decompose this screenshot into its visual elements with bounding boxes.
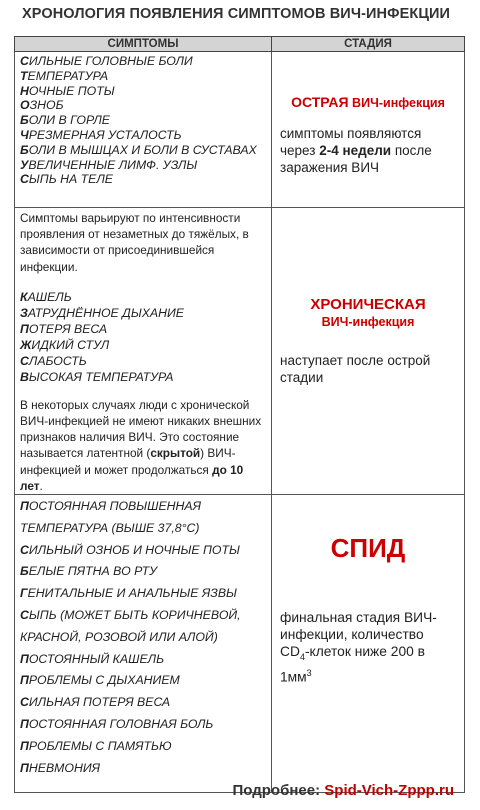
- symptom-item: ПНЕВМОНИЯ: [20, 760, 101, 775]
- chronic-stage-cell: [272, 208, 465, 495]
- chronic-intro-text: Симптомы варьируют по интенсивности проявления от незаметных до тяжёлых, в зависимости от присоединившейся инфекции.: [20, 211, 249, 274]
- symptom-item: СЛАБОСТЬ: [20, 353, 87, 368]
- symptom-item: УВЕЛИЧЕННЫЕ ЛИМФ. УЗЛЫ: [20, 157, 198, 172]
- symptom-item: СЫПЬ НА ТЕЛЕ: [20, 172, 113, 187]
- chronic-latent-note: В некоторых случаях люди с хронической ВИЧ-инфекцией не имеют никаких внешних признаков наличия ВИЧ. Это состояние называется латентной (скрытой) ВИЧ-инфекцией и может продолжаться до 10 лет.: [20, 397, 262, 493]
- symptom-item: ЖИДКИЙ СТУЛ: [20, 337, 110, 352]
- chronic-stage-row: [15, 208, 465, 495]
- table-header-row: [15, 37, 465, 52]
- acute-stage-row: [15, 52, 465, 208]
- symptom-item: СИЛЬНАЯ ПОТЕРЯ ВЕСА: [20, 695, 171, 710]
- acute-stage-description: симптомы появляются через 2-4 недели после заражения ВИЧ: [280, 126, 432, 175]
- symptoms-column-header: СИМПТОМЫ: [15, 37, 272, 52]
- acute-stage-title: ОСТРАЯ ВИЧ-инфекция: [291, 94, 445, 110]
- aids-stage-cell: [272, 495, 465, 793]
- chronic-symptom-list: [15, 275, 271, 385]
- symptom-item: ПОТЕРЯ ВЕСА: [20, 321, 108, 336]
- symptom-item: СИЛЬНЫЙ ОЗНОБ И НОЧНЫЕ ПОТЫ: [20, 542, 240, 557]
- symptom-item: ОЗНОБ: [20, 98, 64, 113]
- aids-symptoms-cell: [15, 495, 272, 793]
- symptom-item: СЫПЬ (МОЖЕТ БЫТЬ КОРИЧНЕВОЙ,: [20, 608, 241, 623]
- page-title: ХРОНОЛОГИЯ ПОЯВЛЕНИЯ СИМПТОМОВ ВИЧ-ИНФЕКЦИИ: [22, 6, 451, 22]
- symptom-item: ПОСТОЯННАЯ ГОЛОВНАЯ БОЛЬ: [20, 717, 214, 731]
- symptom-item: ЗАТРУДНЁННОЕ ДЫХАНИЕ: [20, 305, 185, 320]
- aids-stage-title: СПИД: [330, 533, 406, 564]
- symptom-item: ЧРЕЗМЕРНАЯ УСТАЛОСТЬ: [20, 127, 182, 142]
- aids-stage-row: [15, 495, 465, 793]
- symptom-item: ПОСТОЯННЫЙ КАШЕЛЬ: [20, 651, 165, 666]
- chronic-stage-subtitle: ВИЧ-инфекция: [321, 315, 415, 329]
- stage-column-header: СТАДИЯ: [272, 37, 465, 52]
- acute-stage-cell: [272, 52, 465, 208]
- aids-symptom-list: [15, 495, 271, 779]
- symptom-item: НОЧНЫЕ ПОТЫ: [20, 83, 115, 98]
- symptom-item: ТЕМПЕРАТУРА (ВЫШЕ 37,8°С): [20, 520, 200, 535]
- symptom-item: ГЕНИТАЛЬНЫЕ И АНАЛЬНЫЕ ЯЗВЫ: [20, 586, 237, 601]
- acute-symptom-list: [15, 52, 271, 187]
- chronic-stage-description: наступает после острой стадии: [280, 353, 431, 385]
- symptom-item: ПРОБЛЕМЫ С ДЫХАНИЕМ: [20, 673, 180, 688]
- symptoms-table: [14, 36, 465, 793]
- symptom-item: КРАСНОЙ, РОЗОВОЙ ИЛИ АЛОЙ): [20, 629, 218, 644]
- symptom-item: СИЛЬНЫЕ ГОЛОВНЫЕ БОЛИ: [20, 54, 193, 68]
- aids-stage-description: финальная стадия ВИЧ-инфекции, количество $CD_4$-клеток ниже 200 в $1мм^3$: [280, 610, 437, 685]
- symptom-item: БОЛИ В ГОРЛЕ: [20, 113, 110, 128]
- footer-more-info: [233, 782, 455, 799]
- symptom-item: БОЛИ В МЫШЦАХ И БОЛИ В СУСТАВАХ: [20, 142, 257, 157]
- footer-label: Подробнее:: [232, 782, 321, 799]
- symptom-item: ПОСТОЯННАЯ ПОВЫШЕННАЯ: [20, 499, 202, 514]
- symptom-item: ТЕМПЕРАТУРА: [20, 68, 109, 83]
- symptom-item: ПРОБЛЕМЫ С ПАМЯТЬЮ: [20, 738, 172, 753]
- chronic-symptoms-cell: [15, 208, 272, 495]
- acute-symptoms-cell: [15, 52, 272, 208]
- chronic-stage-title: ХРОНИЧЕСКАЯ: [310, 296, 426, 313]
- symptom-item: КАШЕЛЬ: [20, 289, 72, 304]
- symptom-item: БЕЛЫЕ ПЯТНА ВО РТУ: [20, 564, 157, 579]
- symptom-item: ВЫСОКАЯ ТЕМПЕРАТУРА: [20, 369, 174, 384]
- footer-site-link[interactable]: Spid-Vich-Zppp.ru: [324, 782, 454, 799]
